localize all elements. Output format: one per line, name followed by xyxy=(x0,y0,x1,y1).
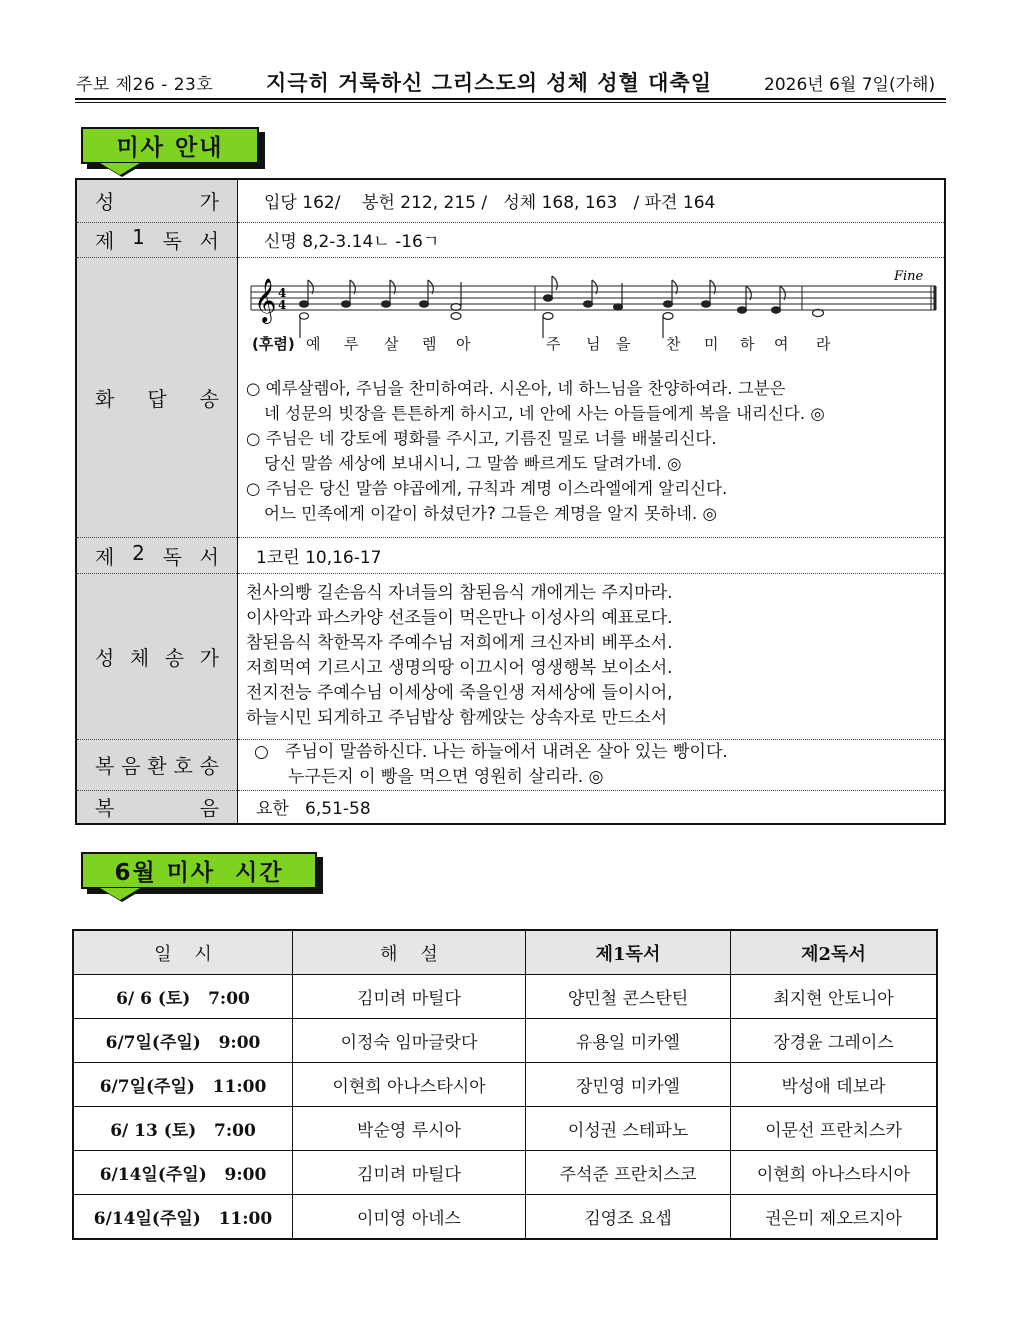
col-header-reader1: 제1독서 xyxy=(526,930,731,975)
label-psalm: 화 답 송 xyxy=(76,257,238,537)
sequence-line: 저희먹여 기르시고 생명의땅 이끄시어 영생행복 보이소서. xyxy=(246,658,673,678)
psalm-verses xyxy=(246,358,944,526)
issue-date: 2026년 6월 7일(가해) xyxy=(764,75,936,95)
badge-arrow xyxy=(100,888,140,900)
section-badge-mass-guide xyxy=(81,127,259,164)
verse-line: 당신 말씀 세상에 보내시니, 그 말씀 빠르게도 달려가네. ◎ xyxy=(264,453,682,473)
row-reading1 xyxy=(76,222,945,257)
sequence-line: 참된음식 착한목자 주예수님 저희에게 크신자비 베푸소서. xyxy=(246,633,673,653)
row-gospel xyxy=(76,790,945,824)
psalm-content xyxy=(238,257,946,537)
label-chars: 성 가 xyxy=(95,190,219,215)
verse-line: 어느 민족에게 이같이 하셨던가? 그들은 계명을 알지 못하네. ◎ xyxy=(264,503,717,523)
reading1-value: 신명 8,2-3.14ㄴ -16ㄱ xyxy=(238,222,946,257)
row-sequence xyxy=(76,573,945,739)
label-gospel: 복 음 xyxy=(76,790,238,824)
verse-line: ○ 예루살렘아, 주님을 찬미하여라. 시온아, 네 하느님을 찬양하여라. 그분은 xyxy=(246,378,786,398)
section-badge-june-schedule xyxy=(81,852,317,889)
acclamation-text xyxy=(238,739,946,790)
treble-clef-icon: 𝄞 xyxy=(254,277,277,322)
refrain-lyrics: (후렴) 예 루 살 렘 아 주 님 을 찬 미 하 여 라 xyxy=(252,334,831,353)
sequence-line: 천사의빵 길손음식 자녀들의 참된음식 개에게는 주지마라. xyxy=(246,583,673,603)
row-psalm xyxy=(76,257,945,537)
schedule-header-row xyxy=(73,930,937,975)
time-sig-top: 4 xyxy=(278,285,287,300)
feast-title: 지극히 거룩하신 그리스도의 성체 성혈 대축일 xyxy=(266,71,712,95)
acclamation-line: 누구든지 이 빵을 먹으면 영원히 살리라. ◎ xyxy=(288,766,604,787)
fine-mark: Fine xyxy=(894,268,924,284)
table-row: 6/ 6 (토) 7:00 김미려 마틸다 양민철 콘스탄틴 최지현 안토니아 xyxy=(73,975,937,1019)
section-title: 미사 안내 xyxy=(116,135,224,161)
gospel-value: 요한 6,51-58 xyxy=(256,799,371,820)
label-sequence: 성 체 송 가 xyxy=(76,573,238,739)
row-reading2 xyxy=(76,537,945,573)
table-row: 6/14일(주일) 9:00 김미려 마틸다 주석준 프란치스코 이현희 아나스타시아 xyxy=(73,1151,937,1195)
table-row: 6/14일(주일) 11:00 이미영 아네스 김영조 요셉 권은미 제오르지아 xyxy=(73,1195,937,1240)
verse-line: 네 성문의 빗장을 튼튼하게 하시고, 네 안에 사는 아들들에게 복을 내리신다. ◎ xyxy=(264,403,825,423)
label-reading1: 제 1 독 서 xyxy=(76,222,238,257)
reading2-value: 1코린 10,16-17 xyxy=(238,537,946,573)
label-reading2: 제 2 독 서 xyxy=(76,537,238,573)
hymns-value: 입당 162/ 봉헌 212, 215 / 성체 168, 163 / 파견 164 xyxy=(238,179,946,222)
sequence-line: 전지전능 주예수님 이세상에 죽을인생 저세상에 들이시어, xyxy=(246,683,673,703)
header-rule-thin xyxy=(75,102,946,103)
row-acclamation xyxy=(76,739,945,790)
badge-arrow xyxy=(100,163,140,175)
notes xyxy=(300,276,824,338)
sequence-line: 이사악과 파스카양 선조들이 먹은만나 이성사의 예표로다. xyxy=(246,608,673,628)
refrain-tag: (후렴) xyxy=(252,334,295,353)
verse-line: ○ 주님은 당신 말씀 야곱에게, 규칙과 계명 이스라엘에게 알리신다. xyxy=(246,478,728,498)
table-row: 6/7일(주일) 9:00 이정숙 임마글랏다 유용일 미카엘 장경윤 그레이스 xyxy=(73,1019,937,1063)
table-row: 6/7일(주일) 11:00 이현희 아나스타시아 장민영 미카엘 박성애 데보라 xyxy=(73,1063,937,1107)
verse-line: ○ 주님은 네 강토에 평화를 주시고, 기름진 밀로 너를 배불리신다. xyxy=(246,428,717,448)
table-row: 6/ 13 (토) 7:00 박순영 루시아 이성권 스테파노 이문선 프란치스카 xyxy=(73,1107,937,1151)
label-acclamation: 복 음 환 호 송 xyxy=(76,739,238,790)
col-header-datetime: 일 시 xyxy=(73,930,293,975)
row-hymns xyxy=(76,179,945,222)
acclamation-line: ○ 주님이 말씀하신다. 나는 하늘에서 내려온 살아 있는 빵이다. xyxy=(254,741,728,762)
mass-schedule-table xyxy=(72,929,938,1240)
label-hymns xyxy=(76,179,238,222)
section-title: 6월 미사 시간 xyxy=(114,860,284,886)
time-sig-bottom: 4 xyxy=(278,297,287,312)
mass-info-table xyxy=(75,178,946,825)
col-header-commentator: 해 설 xyxy=(293,930,526,975)
sequence-text xyxy=(238,573,946,739)
col-header-reader2: 제2독서 xyxy=(731,930,938,975)
issue-number: 주보 제26 - 23호 xyxy=(76,75,214,95)
header-rule xyxy=(75,98,946,100)
sequence-line: 하늘시민 되게하고 주님밥상 함께앉는 상속자로 만드소서 xyxy=(246,708,668,728)
refrain-music xyxy=(246,258,944,358)
